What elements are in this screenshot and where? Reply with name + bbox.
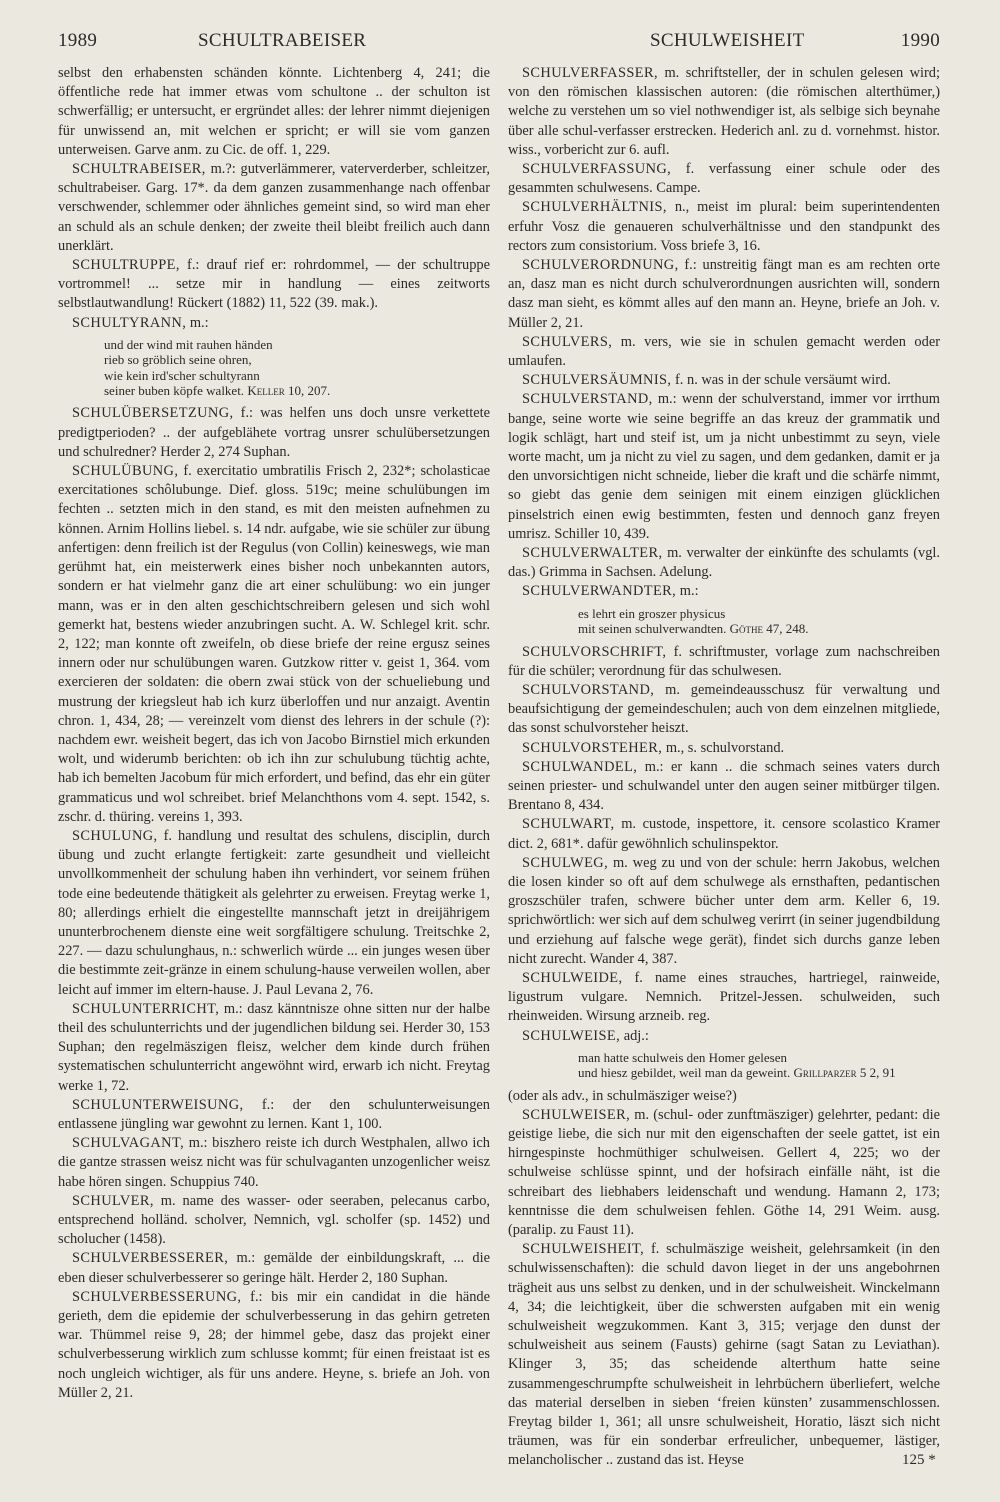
dictionary-entry xyxy=(58,1096,490,1134)
verse-line xyxy=(578,1065,940,1080)
entry-headword: SCHULVER, xyxy=(72,1192,154,1209)
entry-headword: SCHULVERSÄUMNIS, xyxy=(522,372,672,389)
entry-headword: SCHULÜBUNG, xyxy=(72,463,179,480)
dictionary-entry xyxy=(58,1000,490,1096)
entry-headword: SCHULVORSCHRIFT, xyxy=(522,643,667,660)
entry-text: m. vers, wie sie in schulen gemacht werden oder umlaufen. xyxy=(508,333,940,370)
entry-headword: SCHULVERSTAND, xyxy=(522,391,653,408)
dictionary-entry xyxy=(58,1134,490,1192)
entry-headword: SCHULWEISHEIT, xyxy=(522,1241,645,1258)
entry-text: m. custode, inspettore, it. censore scolastico Kramer dict. 2, 681*. dafür gewöhnlich schulinspektor. xyxy=(508,816,940,852)
dictionary-entry xyxy=(508,1240,940,1470)
entry-headword: SCHULWEISE, xyxy=(522,1027,621,1044)
entry-headword: SCHULTYRANN, xyxy=(72,314,187,331)
entry-text: m.: wenn der schulverstand, immer vor irrthum bange, seine worte wie seine begriffe an das kreuz der grammatik und logik schlägt, hart und steif ist, um ja nicht unbestimmt zu seyn, viele worte macht, um ja nicht zu viel zu sagen, und dem gedanken, damit er ja den unvorsichtigen nicht schneide, lieber die kraft und die schärfe nimmt, so giebt das genie dem seinigen mit einem einzigen glücklichen pinselstrich einen ewig bestimmten, festen und dennoch ganz freyen umrisz. Schiller 10, 439. xyxy=(508,391,940,542)
entry-headword: SCHULVERBESSERUNG, xyxy=(72,1288,242,1305)
entry-text: f. schriftmuster, vorlage zum nachschreiben für die schüler; verordnung für das schulwesen. xyxy=(508,643,940,679)
verse-quote xyxy=(58,337,490,399)
entry-text: m. schriftsteller, der in schulen gelesen wird; von den römischen klassischen autoren: (die römischen alterthümer,) welche zu verstehen um so viel nothwendiger ist, als selbige sich beynahe über alle schul-verfasser erstrecken. Hederich anl. zu d. vornehmst. histor. wiss., vorbericht zur 6. aufl. xyxy=(508,65,940,158)
verse-line xyxy=(104,383,490,398)
entry-text: m. weg zu und von der schule: herrn Jakobus, welchen die losen kinder so oft auf dem schulwege als ernsthaften, pedantischen groszschüler trafen, schwere bücher unter dem arm. Keller 6, 19. sprichwörtlich: wer sich auf dem schulweg verirrt (in seiner jugendbildung und erziehung auf falsche wege gerät), findet sich durchs ganze leben nicht zurecht. Wander 4, 387. xyxy=(508,854,940,967)
entry-headword: SCHULWART, xyxy=(522,816,615,833)
entry-text: f. exercitatio umbratilis Frisch 2, 232*; scholasticae exercitationes schôlubunge. Dief. gloss. 519c; meine schulübungen im fechten .. setzten mich in den stand, es mit den meisten aufnehmen zu können. Arnim Hollins liebel. s. 14 ndr. aufgabe, wie sie schüler zur übung anfertigen: denn freilich ist der Regulus (von Collin) keineswegs, wie man gerühmt hat, ein meisterwerk eines bisher noch unbekannten autors, sondern er hat vielmehr ganz die art einer schulübung: wo ein junger mann, was er in den alten geschichtschreibern gelesen und sich wohl gemerkt hat, bestens wieder anzubringen sucht. A. W. Schlegel krit. schr. 2, 122; man konnte oft zweifeln, ob diese briefe der reine ergusz seines innern oder nur schulübungen waren. Gutzkow ritter v. geist 1, 364. vom exercieren der soldaten: die obern zwai stück von der schueliebung und mustrung der kriegsleut hab ich kurz überloffen und nur anzaigt. Aventin chron. 1, 434, 28; — vereinzelt vom dienst des lehrers in der schule (?): nachdem ewr. weisheit begert, das ich von Jacobo Birnstiel mich erkunden wolt, und widerumb berichten: ob ich ihn zur schulubung tüchtig achte, hab ich bemelten Jacobum für mich erfordert, und befind, das ehr ein güter grammaticus und wol schreibet. brief Melanchthons vom 4. sept. 1542, s. zschr. d. thüring. vereins 1, 393. xyxy=(58,463,490,825)
entry-text: m.: biszhero reiste ich durch Westphalen, allwo ich die gantze strassen weisz nicht was für schulvaganten unzogenlicher weisz habe hören singen. Schuppius 740. xyxy=(58,1135,490,1190)
entry-headword: SCHULUNG, xyxy=(72,827,158,844)
entry-text: f. handlung und resultat des schulens, disciplin, durch übung und zucht erlangte fertigkeit: zarte gesundheit und vielleicht unvollkommenheit der schulung haben ihn verhindert, vor seinem frühen tode eine bedeutende thätigkeit als gelehrter zu erweisen. Freytag werke 1, 80; allerdings erhielt die eingestellte mannschaft jetzt in dreijährigem ununterbrochenem dienste eine weit sorgfältigere schulung. Treitschke 2, 227. — dazu schulunghaus, n.: schwerlich würde ... ein junges wesen über die bestimmte zeit-gränze in einem schulung-hause verweilen wollen, aber leicht auf immer im eltern-hause. J. Paul Levana 2, 76. xyxy=(58,827,491,998)
verse-line: es lehrt ein groszer physicus xyxy=(578,605,726,621)
verse-line: wie kein ird'scher schultyrann xyxy=(104,367,260,383)
entry-text: f.: bis mir ein candidat in die hände gerieth, dem die epidemie der schulverbesserung in das gehirn getreten war. Thümmel reise 9, 28; der himmel gebe, dasz das projekt einer schulverbesserung wirklich zum schlusse kommt; für einen freistaat ist es noch ungleich wichtiger, als für uns andere. Heyne, s. briefe an Joh. von Müller 2, 21. xyxy=(58,1288,490,1401)
verse-line-text: seiner buben köpfe walket. xyxy=(104,383,248,399)
verse-citation: Grillparzer 5 2, 91 xyxy=(793,1065,896,1081)
entry-headword: SCHULTRUPPE, xyxy=(72,257,180,274)
entry-text: f.: unstreitig fängt man es am rechten orte an, dasz man es nicht durch schulverordnungen ausrichten will, sondern dasz man sieht, es kömmt alles auf den mann an. Heyne, briefe an Joh. v. Müller 2, 21. xyxy=(508,257,940,331)
entry-headword: SCHULVERS, xyxy=(522,333,613,350)
dictionary-entry xyxy=(508,969,940,1027)
left-column xyxy=(58,64,490,1403)
entry-continuation xyxy=(508,1087,940,1106)
entry-headword: SCHULVERORDNUNG, xyxy=(522,257,679,274)
page-number-left: 1989 xyxy=(58,30,98,51)
entry-text: (oder als adv., in schulmäsziger weise?) xyxy=(508,1087,737,1104)
entry-text: m.: xyxy=(679,583,699,600)
dictionary-entry xyxy=(508,815,940,853)
dictionary-entry xyxy=(58,1192,490,1250)
entry-headword: SCHULWEIDE, xyxy=(522,969,623,986)
entry-text: f. verfassung einer schule oder des gesammten schulwesens. Campe. xyxy=(508,161,940,197)
entry-headword: SCHULVERFASSUNG, xyxy=(522,161,672,178)
dictionary-entry xyxy=(58,160,490,256)
dictionary-entry xyxy=(508,371,940,390)
right-column xyxy=(508,64,940,1471)
entry-text: m. gemeindeausschusz für verwaltung und beaufsichtigung der gemeindeschulen; auch von dem einzelnen mitgliede, das sonst schulvorsteher heiszt. xyxy=(508,681,940,737)
dictionary-entry xyxy=(58,1288,490,1403)
dictionary-entry xyxy=(58,404,490,462)
dictionary-entry xyxy=(508,64,940,160)
entry-text: f. schulmäszige weisheit, gelehrsamkeit (in den schulwissenschaften): die schuld davon lieget in der uns angebohrnen trägheit aus uns selbst zu denken, und in der schulweisheit. Winckelmann 4, 34; die leichtigkeit, über die schwersten aufgaben mit ein wenig schulweisheit wegzukommen. Kant 3, 315; verjage den dunst der schulweisheit aus seinem (Fausts) gehirne (sagt Satan zu Leviathan). Klinger 3, 35; das scheidende alterthum hatte seine zusammengeschrumpfte schulweisheit in lehrbüchern überliefert, welche das material derselben in sieben ‘freien künsten’ zusammenschlossen. Freytag bilder 1, 361; all unsre schulweisheit, Horatio, läszt sich nicht träumen, was für ein sonderbar erfreulicher, unbequemer, lästiger, melancholischer .. zustand das ist. Heyse xyxy=(508,1241,940,1469)
dictionary-entry xyxy=(58,462,490,827)
dictionary-entry xyxy=(508,160,940,198)
signature-mark: 125 * xyxy=(902,1452,936,1468)
dictionary-entry xyxy=(508,739,940,758)
entry-text: f.: drauf rief er: rohrdommel, — der schultruppe vortrommel! ... setze mir in handlung — eines zeitworts selbstlautwandlung! Rückert (1882) 11, 522 (39. mak.). xyxy=(58,257,490,312)
entry-text: m. (schul- oder zunftmäsziger) gelehrter, pedant: die geistige liebe, die sich nur mit den eigenschaften der seele gattet, ist ein hirngespinste hochmüthiger schulweisen. Gellert 4, 225; wo der schulweise schlüsse spinnt, und der hofsirach einfälle näht, ist die schreibart des liebhabers leidenschaft und wendung. Hamann 2, 173; kenntnisse die dem schulweisen fehlen. Göthe 14, 291 Weim. ausg. (paralip. zu Faust 11). xyxy=(508,1106,940,1238)
verse-line: man hatte schulweis den Homer gelesen xyxy=(578,1049,788,1065)
verse-line-text: mit seinen schulverwandten. xyxy=(578,621,730,637)
dictionary-entry xyxy=(508,1027,940,1046)
dictionary-entry xyxy=(58,256,490,314)
entry-text: m. name des wasser- oder seeraben, pelecanus carbo, entsprechend holländ. scholver, Nemnich, vgl. scholfer (sp. 1452) und scholucher (1458). xyxy=(58,1192,490,1248)
entry-headword: SCHULVORSTAND, xyxy=(522,681,655,698)
verse-line: rieb so gröblich seine ohren, xyxy=(104,352,252,368)
entry-headword: SCHULTRABEISER, xyxy=(72,161,206,178)
dictionary-entry xyxy=(508,1106,940,1240)
entry-continuation xyxy=(58,64,490,160)
entry-text: m.: gemälde der einbildungskraft, ... die eben dieser schulverbesserer so geringe hält. Herder 2, 180 Suphan. xyxy=(58,1250,490,1286)
entry-text: f. name eines strauches, hartriegel, rainweide, ligustrum vulgare. Nemnich. Pritzel-Jessen. schulweiden, such rheinweiden. Wirsung arzneib. reg. xyxy=(508,969,941,1025)
entry-text: f. n. was in der schule versäumt wird. xyxy=(675,372,891,389)
dictionary-entry xyxy=(508,681,940,739)
dictionary-entry xyxy=(508,256,940,333)
entry-text: m.: xyxy=(189,314,209,331)
entry-headword: SCHULVERFASSER, xyxy=(522,65,658,81)
entry-headword: SCHULWANDEL, xyxy=(522,758,638,775)
page-number-right: 1990 xyxy=(900,30,940,51)
dictionary-entry xyxy=(508,582,940,601)
entry-text: m.: dasz känntnisze ohne sitten nur der halbe theil des schulunterrichts und der jugendlichen bildung sei. Herder 30, 153 Suphan; den regelmäszigen fleisz, welcher dem kinde durch frühen systematischen schulunterricht angewöhnt wird, erwarb ich nicht. Freytag werke 1, 72. xyxy=(58,1000,490,1094)
dictionary-entry xyxy=(508,333,940,371)
running-title-right: SCHULWEISHEIT xyxy=(650,30,805,51)
dictionary-entry xyxy=(508,390,940,544)
dictionary-entry xyxy=(508,643,940,681)
entry-text: m., s. schulvorstand. xyxy=(665,739,785,756)
entry-text: n., meist im plural: beim superintendenten erfuhr Vosz die genaueren schulverhältnisse und den standpunkt des rectors zum consistorium. Voss briefe 3, 16. xyxy=(508,199,940,254)
entry-headword: SCHULÜBERSETZUNG, xyxy=(72,405,234,422)
entry-headword: SCHULVERHÄLTNIS, xyxy=(522,199,667,216)
entry-text: m.: er kann .. die schmach seines vaters durch seinen priester- und schulwandel unter den augen seiner mitbürger tilgen. Brentano 8, 434. xyxy=(508,758,941,814)
dictionary-entry xyxy=(508,198,940,256)
entry-headword: SCHULWEG, xyxy=(522,854,609,871)
entry-headword: SCHULVAGANT, xyxy=(72,1135,185,1152)
entry-text: selbst den erhabensten schänden könnte. Lichtenberg 4, 241; die öffentliche rede hat immer etwas vom schultone .. der schulton ist schwerfällig; er untersucht, er ergründet alles: der lehrer nimmt diejenigen für unwissend an, mit welchen er spricht; er will sie vom ganzen unterweisen. Garve anm. zu Cic. de off. 1, 229. xyxy=(58,65,490,158)
entry-headword: SCHULVERWALTER, xyxy=(522,545,663,562)
dictionary-entry xyxy=(58,1249,490,1287)
verse-citation: Keller 10, 207. xyxy=(247,383,331,399)
entry-headword: SCHULVERWANDTER, xyxy=(522,583,677,600)
verse-quote xyxy=(508,606,940,637)
running-title-left: SCHULTRABEISER xyxy=(198,30,367,51)
entry-headword: SCHULVERBESSERER, xyxy=(72,1250,229,1267)
dictionary-entry xyxy=(58,827,490,1000)
entry-headword: SCHULVORSTEHER, xyxy=(522,739,663,756)
dictionary-entry xyxy=(508,758,940,816)
entry-text: m.?: gutverlämmerer, vaterverderber, schleitzer, schultrabeiser. Garg. 17*. da dem ganzen zusammenhange nach offenbar verschwender, schlemmer oder ähnliches gemeint sind, so wird man eher an schuld als an schule denken; der zweite theil bleibt freilich auch dann unerklärt. xyxy=(58,161,490,254)
entry-text: f.: der den schulunterweisungen entlassene jüngling war gewohnt zu lernen. Kant 1, 100. xyxy=(58,1096,490,1132)
verse-line xyxy=(578,621,940,636)
dictionary-entry xyxy=(58,314,490,333)
entry-text: f.: was helfen uns doch unsre verkettete predigtperioden? .. der aufgeblähete vortrag unsrer schulübersetzungen und schulredner? Herder 2, 274 Suphan. xyxy=(58,405,491,460)
dictionary-entry xyxy=(508,854,940,969)
entry-text: adj.: xyxy=(623,1027,649,1044)
page-header xyxy=(58,30,940,56)
dictionary-entry xyxy=(508,544,940,582)
entry-headword: SCHULWEISER, xyxy=(522,1106,631,1123)
entry-headword: SCHULUNTERWEISUNG, xyxy=(72,1096,244,1113)
verse-line: und der wind mit rauhen händen xyxy=(104,336,273,352)
entry-text: m. verwalter der einkünfte des schulamts (vgl. das.) Grimma in Sachsen. Adelung. xyxy=(508,545,940,581)
verse-quote xyxy=(508,1050,940,1081)
entry-headword: SCHULUNTERRICHT, xyxy=(72,1000,220,1017)
verse-line-text: und hiesz gebildet, weil man da geweint. xyxy=(578,1065,794,1081)
verse-citation: Göthe 47, 248. xyxy=(729,621,809,637)
